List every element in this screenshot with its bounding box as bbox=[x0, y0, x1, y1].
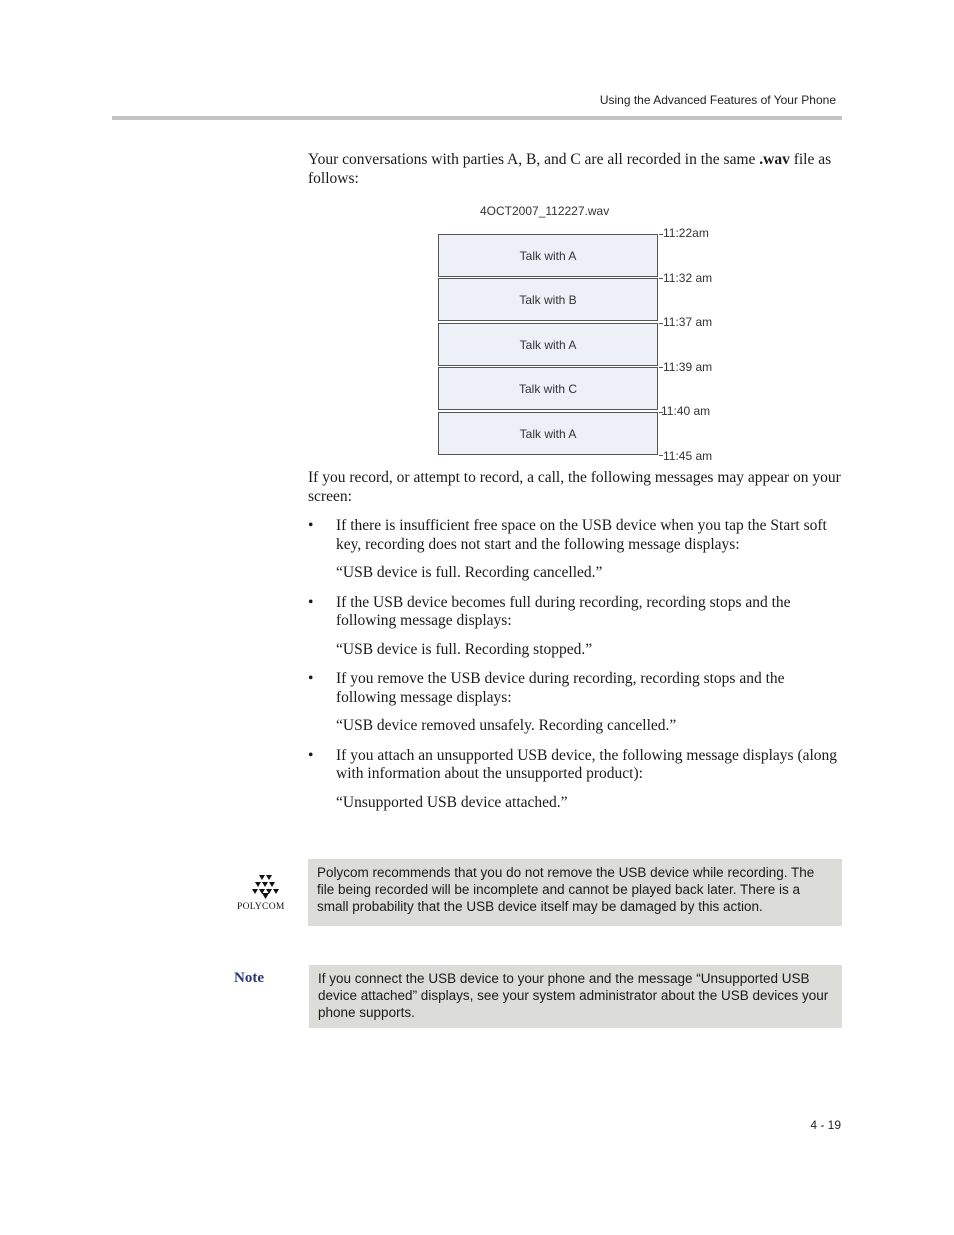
recording-timeline-diagram bbox=[436, 201, 736, 466]
timeline-time: 11:32 am bbox=[663, 271, 713, 285]
bullet-message: “USB device removed unsafely. Recording cancelled.” bbox=[336, 717, 677, 734]
timeline-segment: Talk with A bbox=[438, 234, 658, 277]
timeline-segment: Talk with B bbox=[438, 278, 658, 321]
bullet-message: “Unsupported USB device attached.” bbox=[336, 793, 568, 811]
timeline-time: 11:39 am bbox=[663, 360, 713, 374]
list-item bbox=[308, 517, 842, 583]
intro-paragraph bbox=[308, 150, 842, 188]
warning-box: Polycom recommends that you do not remove the USB device while recording. The file being recorded will be incomplete and cannot be played back later. There is a small probability that the USB device itself may be damaged by this action. bbox=[308, 859, 842, 926]
polycom-wordmark: POLYCOM bbox=[237, 902, 285, 912]
bullet-text: If there is insufficient free space on the USB device when you tap the Start soft key, recording does not start and the following message displays: bbox=[336, 517, 827, 553]
timeline-segment: Talk with C bbox=[438, 367, 658, 410]
bullet-icon: • bbox=[308, 517, 314, 534]
timeline-time: 11:37 am bbox=[663, 315, 713, 329]
timeline-segment: Talk with A bbox=[438, 323, 658, 366]
timeline-segment: Talk with A bbox=[438, 412, 658, 455]
message-bullet-list bbox=[308, 517, 842, 823]
polycom-logo bbox=[237, 873, 297, 913]
diagram-file-name: 4OCT2007_112227.wav bbox=[480, 204, 610, 218]
intro-text: Your conversations with parties A, B, and C are all recorded in the same bbox=[308, 151, 760, 168]
intro-text-end: file as follows: bbox=[308, 151, 832, 187]
bullet-message: “USB device is full. Recording stopped.” bbox=[336, 640, 593, 658]
messages-intro-paragraph: If you record, or attempt to record, a call, the following messages may appear on your screen: bbox=[308, 469, 841, 505]
list-item bbox=[308, 747, 842, 813]
timeline-time: 11:45 am bbox=[663, 449, 713, 463]
note-box: If you connect the USB device to your phone and the message “Unsupported USB device attached” displays, see your system administrator about the USB devices your phone supports. bbox=[309, 965, 842, 1028]
bullet-message: “USB device is full. Recording cancelled.” bbox=[336, 564, 603, 581]
page-number: 4 - 19 bbox=[810, 1118, 841, 1132]
bullet-text: If the USB device becomes full during recording, recording stops and the following message displays: bbox=[336, 593, 791, 629]
list-item bbox=[308, 594, 842, 660]
note-label: Note bbox=[234, 970, 264, 986]
header-rule bbox=[112, 116, 842, 120]
bullet-icon: • bbox=[308, 670, 314, 687]
bullet-text: If you attach an unsupported USB device, the following message displays (along with information about the unsupported product): bbox=[336, 746, 838, 782]
bullet-icon: • bbox=[308, 746, 314, 764]
wav-extension: .wav bbox=[759, 151, 790, 168]
running-header: Using the Advanced Features of Your Phone bbox=[599, 93, 836, 107]
timeline-time: 11:22am bbox=[663, 226, 709, 240]
polycom-triangles-icon bbox=[237, 873, 297, 901]
bullet-icon: • bbox=[308, 593, 314, 611]
list-item bbox=[308, 670, 842, 736]
bullet-text: If you remove the USB device during recording, recording stops and the following message displays: bbox=[336, 670, 785, 706]
timeline-time: 11:40 am bbox=[661, 404, 711, 418]
